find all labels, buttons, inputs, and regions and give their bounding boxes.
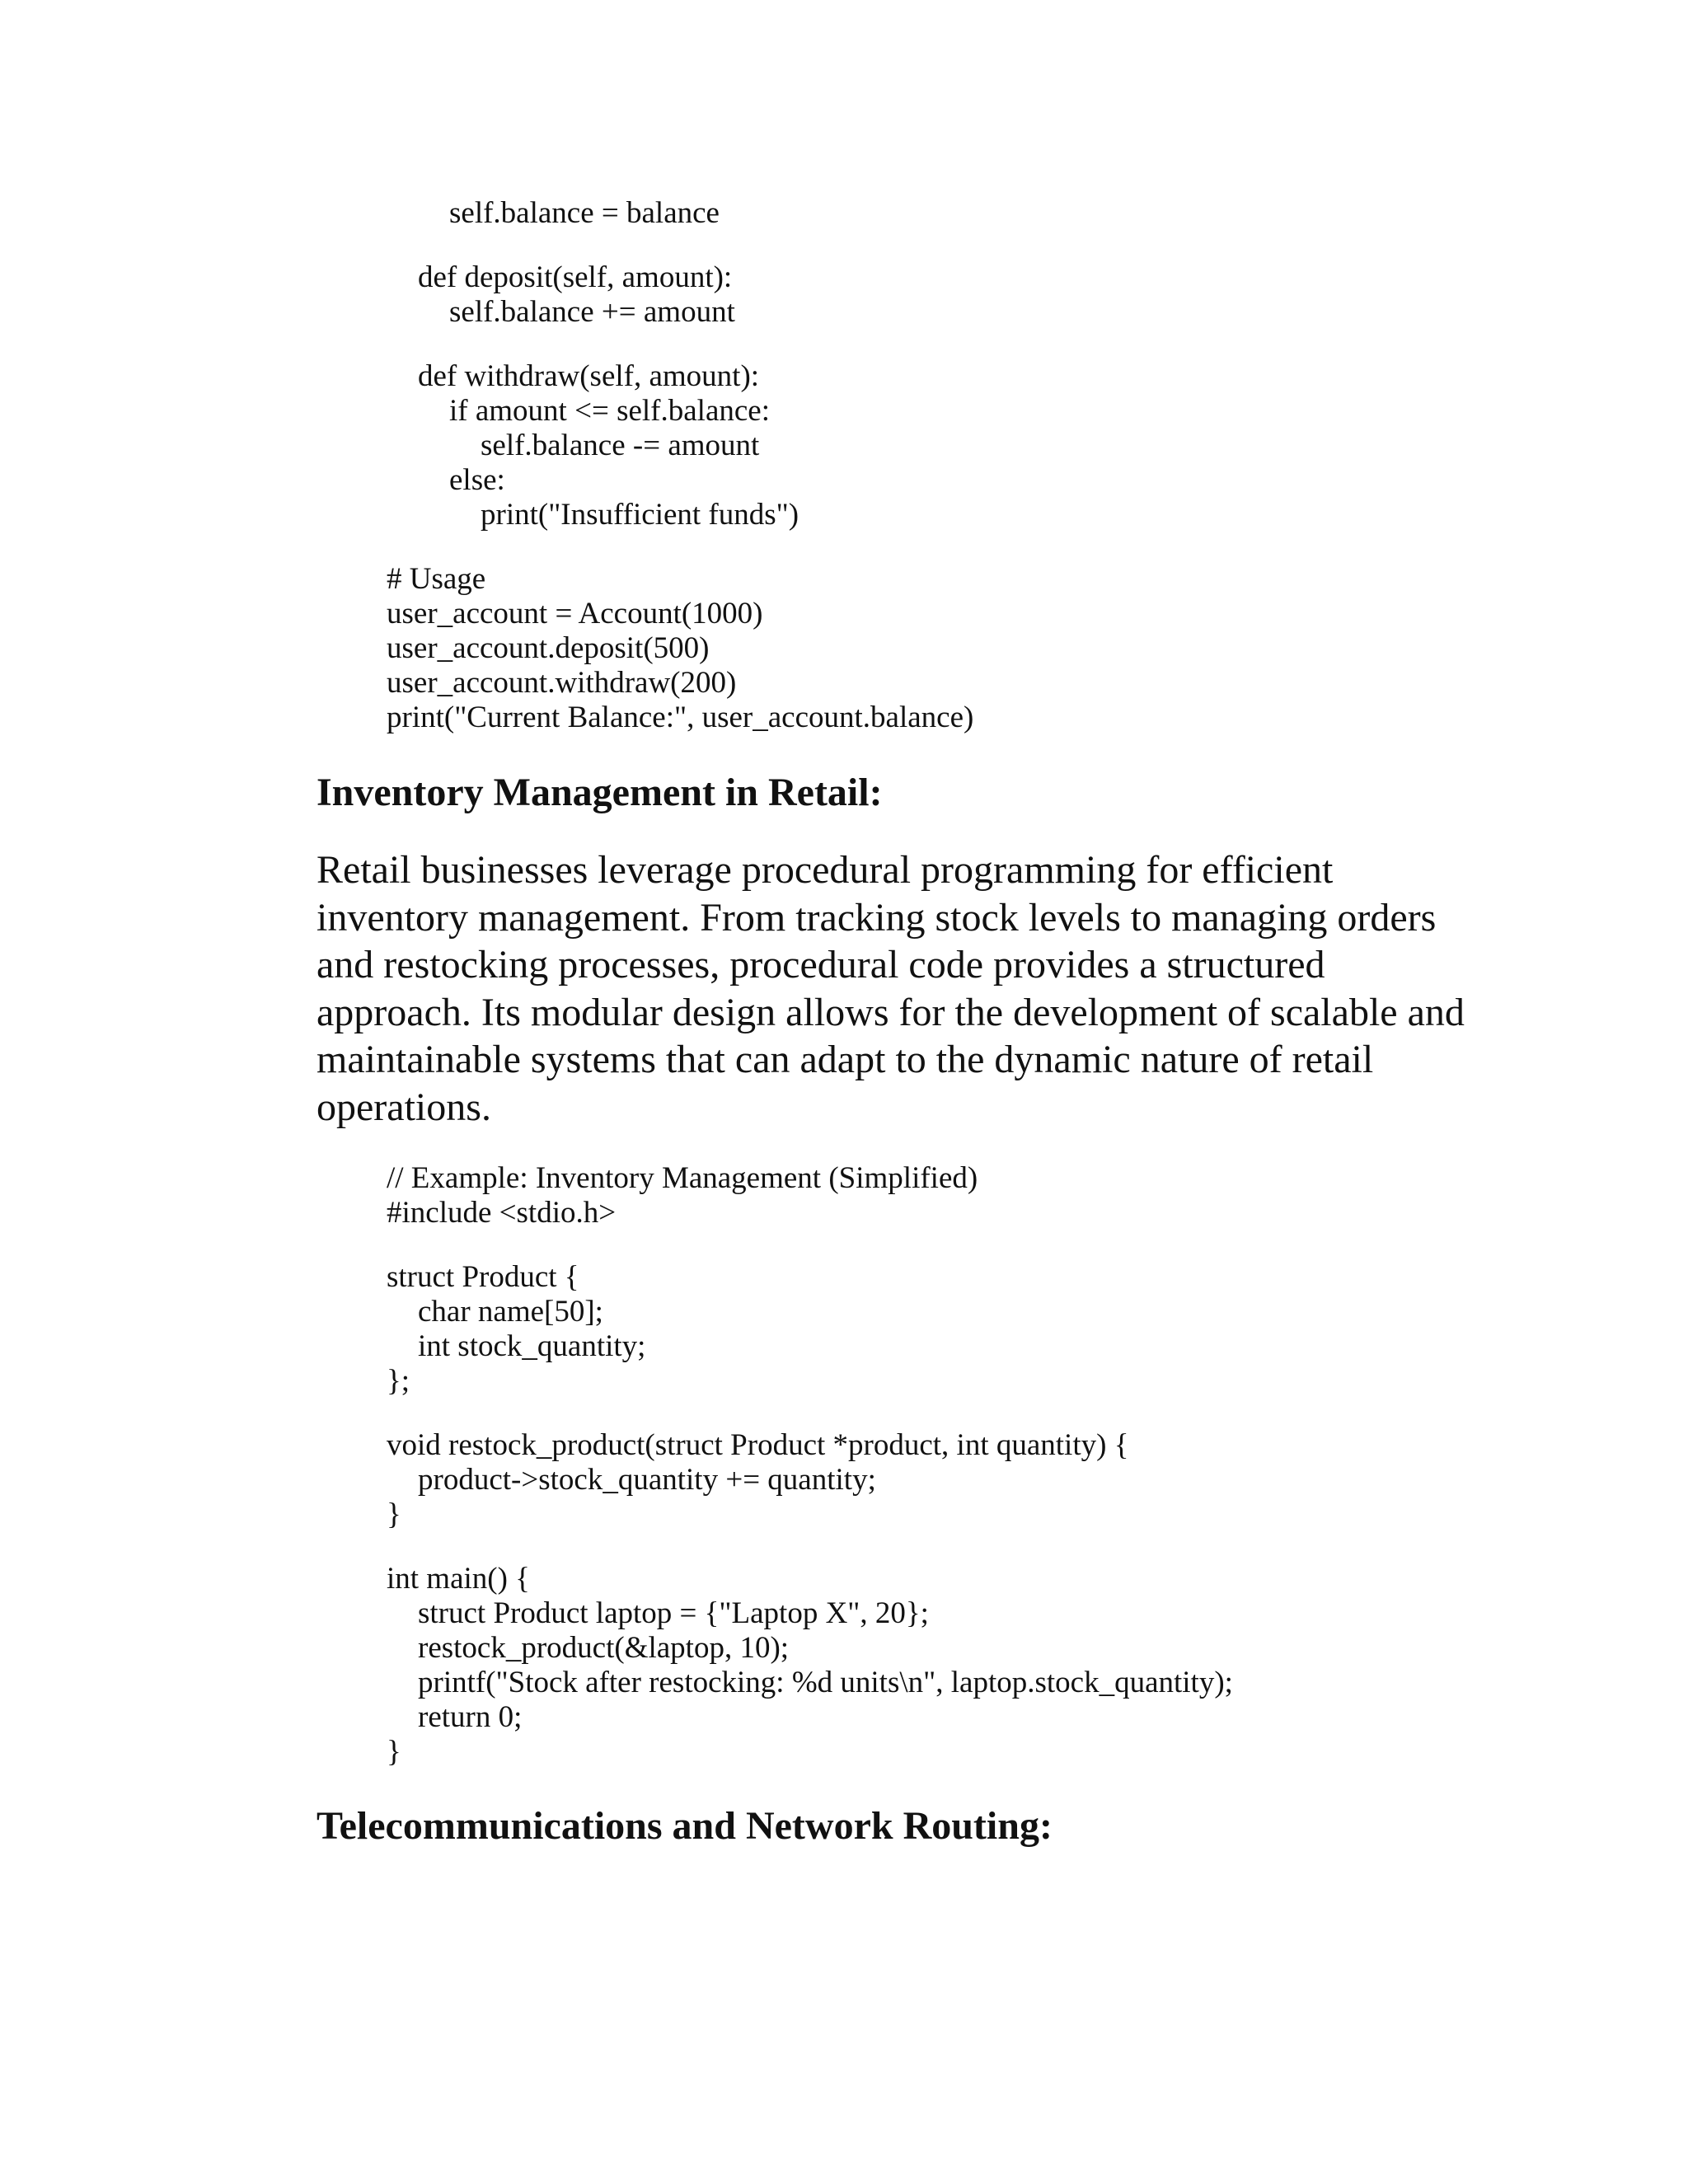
code-line: user_account = Account(1000) — [387, 597, 763, 630]
code-line: print("Current Balance:", user_account.balance) — [387, 701, 974, 734]
code-line: char name[50]; — [418, 1295, 603, 1329]
code-line: restock_product(&laptop, 10); — [418, 1631, 790, 1665]
code-line: else: — [449, 463, 505, 497]
section-heading-telecom: Telecommunications and Network Routing: — [316, 1804, 1053, 1848]
code-line: }; — [387, 1364, 410, 1398]
code-line: def deposit(self, amount): — [418, 260, 733, 294]
code-line: void restock_product(struct Product *product, int quantity) { — [387, 1428, 1129, 1462]
code-line: self.balance += amount — [449, 295, 735, 329]
code-line: product->stock_quantity += quantity; — [418, 1463, 876, 1497]
code-line: // Example: Inventory Management (Simplified) — [387, 1161, 978, 1195]
code-line: int main() { — [387, 1562, 530, 1596]
code-line: if amount <= self.balance: — [449, 394, 770, 428]
code-line: #include <stdio.h> — [387, 1196, 617, 1230]
code-line: } — [387, 1497, 401, 1531]
code-line: } — [387, 1735, 401, 1769]
code-line: print("Insufficient funds") — [481, 498, 799, 532]
code-line: self.balance = balance — [449, 196, 720, 230]
code-line: self.balance -= amount — [481, 429, 760, 462]
code-line: struct Product laptop = {"Laptop X", 20}; — [418, 1596, 929, 1630]
code-line: int stock_quantity; — [418, 1329, 646, 1363]
code-line: user_account.withdraw(200) — [387, 666, 737, 700]
section-heading-inventory: Inventory Management in Retail: — [316, 771, 883, 814]
code-line: printf("Stock after restocking: %d units\n", laptop.stock_quantity); — [418, 1666, 1233, 1699]
code-line: user_account.deposit(500) — [387, 631, 710, 665]
code-line: def withdraw(self, amount): — [418, 359, 760, 393]
python-code-block — [387, 196, 973, 735]
code-line: return 0; — [418, 1700, 523, 1734]
c-code-block — [387, 1161, 1233, 1769]
code-line: # Usage — [387, 562, 486, 596]
code-line: struct Product { — [387, 1260, 579, 1294]
section-paragraph-inventory: Retail businesses leverage procedural programming for efficient inventory management. From tracking stock levels to managing orders and restocking processes, procedural code provides a structured approach. Its modular design allows for the development of scalable and maintainable systems that can adapt to the dynamic nature of retail operations. — [316, 848, 1465, 1129]
